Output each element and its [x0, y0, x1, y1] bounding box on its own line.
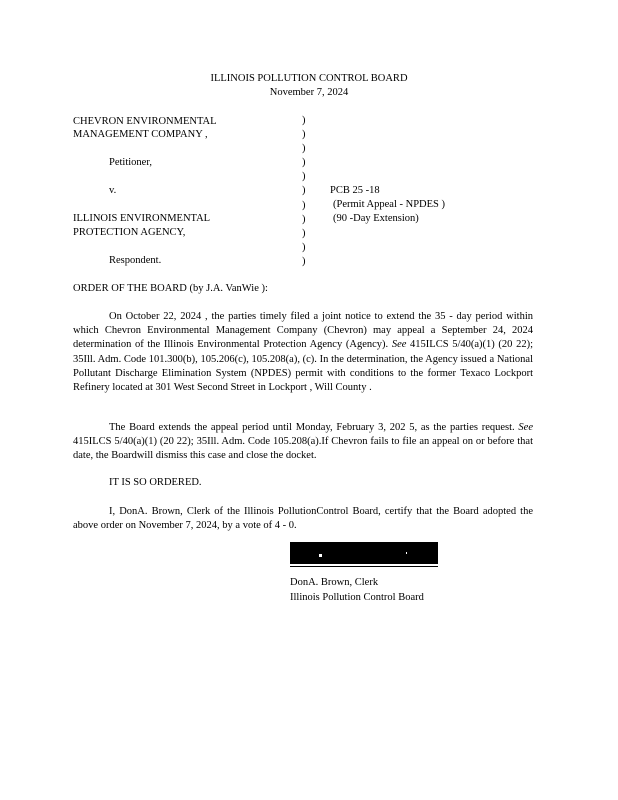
paren: ) — [302, 227, 306, 239]
paragraph-1-text-a: On October 22, 2024 , the parties timely filed a joint notice to extend the 35 - day period within which Chevron Environmental Management Company (Chevron) may appeal a September 24, 2024 determination of the Illinois Environmental Protection Agency (Agency). — [73, 311, 533, 351]
paragraph-2-text-b: 415ILCS 5/40(a)(1) (20 22); 35Ill. Adm. Code 105.208(a).If Chevron fails to file an appeal on or before that date, the Boardwill dismiss this case and close the docket. — [73, 436, 533, 462]
paren: ) — [302, 255, 306, 267]
signature-mark — [319, 554, 322, 557]
case-number: PCB 25 -18 — [330, 185, 380, 196]
so-ordered: IT IS SO ORDERED. — [109, 477, 202, 488]
paren: ) — [302, 129, 306, 141]
versus: v. — [109, 185, 117, 196]
caption-parentheses — [302, 114, 306, 269]
respondent-name-line1: ILLINOIS ENVIRONMENTAL — [73, 213, 211, 224]
petitioner-name-line2: MANAGEMENT COMPANY , — [73, 129, 208, 140]
respondent-role: Respondent. — [109, 255, 162, 266]
paren: ) — [302, 213, 306, 225]
paragraph-2 — [73, 421, 533, 464]
paren: ) — [302, 171, 306, 183]
certification-paragraph — [73, 505, 533, 533]
paragraph-1-text-b: 415ILCS 5/40(a)(1) (20 22); 35Ill. Adm. Code 101.300(b), 105.206(c), 105.208(a), (c). In the determination, the Agency issued a National Pollutant Discharge Elimination System (NPDES) permit with conditions to the former Texaco Lockport Refinery located at 301 West Second Street in Lockport , Will County . — [73, 339, 533, 394]
clerk-name: DonA. Brown, Clerk — [290, 577, 379, 588]
paren: ) — [302, 157, 306, 169]
paragraph-2-text-a: The Board extends the appeal period until Monday, February 3, 202 5, as the parties request. — [109, 422, 519, 433]
petitioner-role: Petitioner, — [109, 157, 153, 168]
paren: ) — [302, 115, 306, 126]
paren: ) — [302, 143, 306, 155]
paren: ) — [302, 185, 306, 197]
order-heading: ORDER OF THE BOARD (by J.A. VanWie ): — [73, 283, 268, 294]
petitioner-name-line1: CHEVRON ENVIRONMENTAL — [73, 116, 217, 127]
case-type: (Permit Appeal - NPDES ) — [333, 199, 445, 210]
case-detail: (90 -Day Extension) — [333, 213, 419, 224]
citation-see: See — [391, 339, 407, 351]
signature-line — [290, 566, 438, 567]
citation-see: See — [518, 422, 533, 433]
redacted-signature — [290, 542, 438, 564]
paragraph-1 — [73, 310, 533, 395]
paren: ) — [302, 241, 306, 253]
certification-text: I, DonA. Brown, Clerk of the Illinois PollutionControl Board, certify that the Board adopted the above order on November 7, 2024, by a vote of 4 - 0. — [73, 506, 533, 532]
signature-mark — [406, 552, 407, 554]
paren: ) — [302, 199, 306, 211]
clerk-office: Illinois Pollution Control Board — [290, 592, 424, 603]
agency-title: ILLINOIS POLLUTION CONTROL BOARD — [210, 73, 408, 84]
order-date: November 7, 2024 — [269, 87, 349, 98]
respondent-name-line2: PROTECTION AGENCY, — [73, 227, 186, 238]
